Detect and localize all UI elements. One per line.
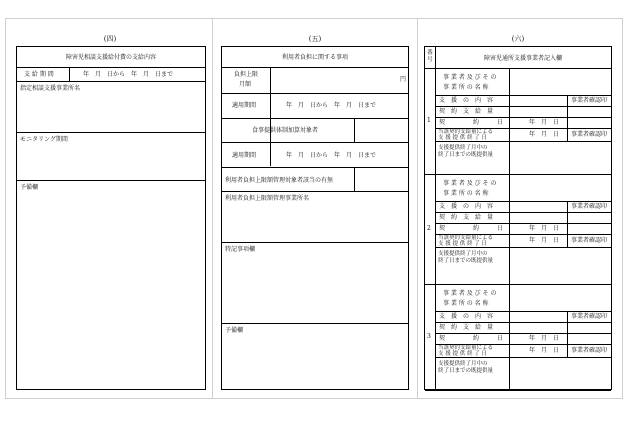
provided-amount-label-2: 終了日までの既提供量 [438,152,494,158]
confirmation-seal-label-2: 事業者確認印 [571,347,608,354]
business-name-label-2: 事 業 所 の 名 称 [443,300,489,307]
contract-date-value: 年 月 日 [529,119,560,126]
contract-date-value: 年 月 日 [529,225,560,232]
application-period-value-2: 年 月 日から 年 月 日まで [286,152,377,159]
application-period-label: 適用期間 [232,102,257,109]
block-number: 2 [427,225,431,232]
section-6-panel [424,46,612,390]
provided-amount-label: 支援提供終了月中の [438,251,488,257]
business-name-label-2: 事 業 所 の 名 称 [443,190,489,197]
section-6-number: (六) [511,35,525,43]
cap-management-label: 利用者負担上限額管理対象者該当の有無 [225,177,334,184]
contract-date-label-2: 約 [473,335,480,342]
business-name-label: 事 業 者 及 び そ の [443,180,497,187]
contract-amount-label: 契 約 支 給 量 [439,108,494,115]
support-content-label: 支 援 の 内 容 [439,97,494,104]
business-name-label-2: 事 業 所 の 名 称 [443,84,489,91]
end-date-value: 年 月 日 [529,347,560,354]
application-period-label-2: 適用期間 [232,152,257,159]
end-date-label-2: 支 援 提 供 終 了 日 [438,135,487,141]
provider-block [425,284,611,390]
section-5-panel [221,46,409,390]
block-number: 1 [427,117,431,124]
reserve-field-label: 予備欄 [20,184,39,191]
meal-provision-label: 食事提供体制加算対象者 [252,127,319,134]
reserve-field-label: 予備欄 [225,327,244,334]
section-6-title: 障害児通所支援事業者記入欄 [483,55,562,62]
end-date-label: 当該契約支給量による [438,129,494,135]
contract-date-value: 年 月 日 [529,335,560,342]
provided-amount-label-2: 終了日までの既提供量 [438,258,494,264]
section-5-number: (五) [308,35,322,43]
confirmation-seal-label: 事業者確認印 [571,313,608,320]
contract-date-label-1: 契 [439,225,446,232]
cap-management-office-label: 利用者負担上限額管理事業所名 [225,195,310,202]
contract-date-label-3: 日 [497,335,504,342]
end-date-label-2: 支 援 提 供 終 了 日 [438,241,487,247]
application-period-value: 年 月 日から 年 月 日まで [286,102,377,109]
contract-date-label-2: 約 [473,225,480,232]
provider-block [425,68,611,174]
contract-date-label-1: 契 [439,335,446,342]
confirmation-seal-label-2: 事業者確認印 [571,237,608,244]
burden-cap-monthly-label: 月額 [239,81,252,88]
confirmation-seal-label: 事業者確認印 [571,97,608,104]
number-column-header: 番号 [427,50,433,63]
provided-amount-label-2: 終了日までの既提供量 [438,368,494,374]
end-date-label-2: 支 援 提 供 終 了 日 [438,351,487,357]
end-date-value: 年 月 日 [529,131,560,138]
end-date-label: 当該契約支給量による [438,345,494,351]
confirmation-seal-label: 事業者確認印 [571,203,608,210]
end-date-value: 年 月 日 [529,237,560,244]
support-content-label: 支 援 の 内 容 [439,203,494,210]
section-4-panel [16,46,206,390]
payment-period-label: 支 給 期 間 [24,71,54,78]
end-date-label: 当該契約支給量による [438,235,494,241]
contract-amount-label: 契 約 支 給 量 [439,214,494,221]
provider-block [425,174,611,284]
column-separator [417,18,418,399]
section-5-title: 利用者負担に関する事項 [281,54,348,61]
business-name-label: 事 業 者 及 び そ の [443,74,497,81]
yen-unit: 円 [400,76,407,83]
support-content-label: 支 援 の 内 容 [439,313,494,320]
contract-date-label-3: 日 [497,225,504,232]
section-4-title: 障害児相談支援給付費の支給内容 [65,54,156,61]
designated-office-label: 指定相談支援事業所名 [20,85,81,92]
contract-amount-label: 契 約 支 給 量 [439,324,494,331]
section-4-number: (四) [103,35,117,43]
payment-period-value: 年 月 日から 年 月 日まで [83,71,174,78]
contract-date-label-2: 約 [473,119,480,126]
contract-date-label-3: 日 [497,119,504,126]
contract-date-label-1: 契 [439,119,446,126]
monitoring-period-label: モニタリング期間 [20,136,68,143]
block-number: 3 [427,333,431,340]
provided-amount-label: 支援提供終了月中の [438,361,488,367]
provided-amount-label: 支援提供終了月中の [438,145,488,151]
business-name-label: 事 業 者 及 び そ の [443,290,497,297]
special-notes-label: 特記事項欄 [225,246,256,253]
column-separator [212,18,213,399]
confirmation-seal-label-2: 事業者確認印 [571,131,608,138]
burden-cap-label: 負担上限 [234,71,259,78]
